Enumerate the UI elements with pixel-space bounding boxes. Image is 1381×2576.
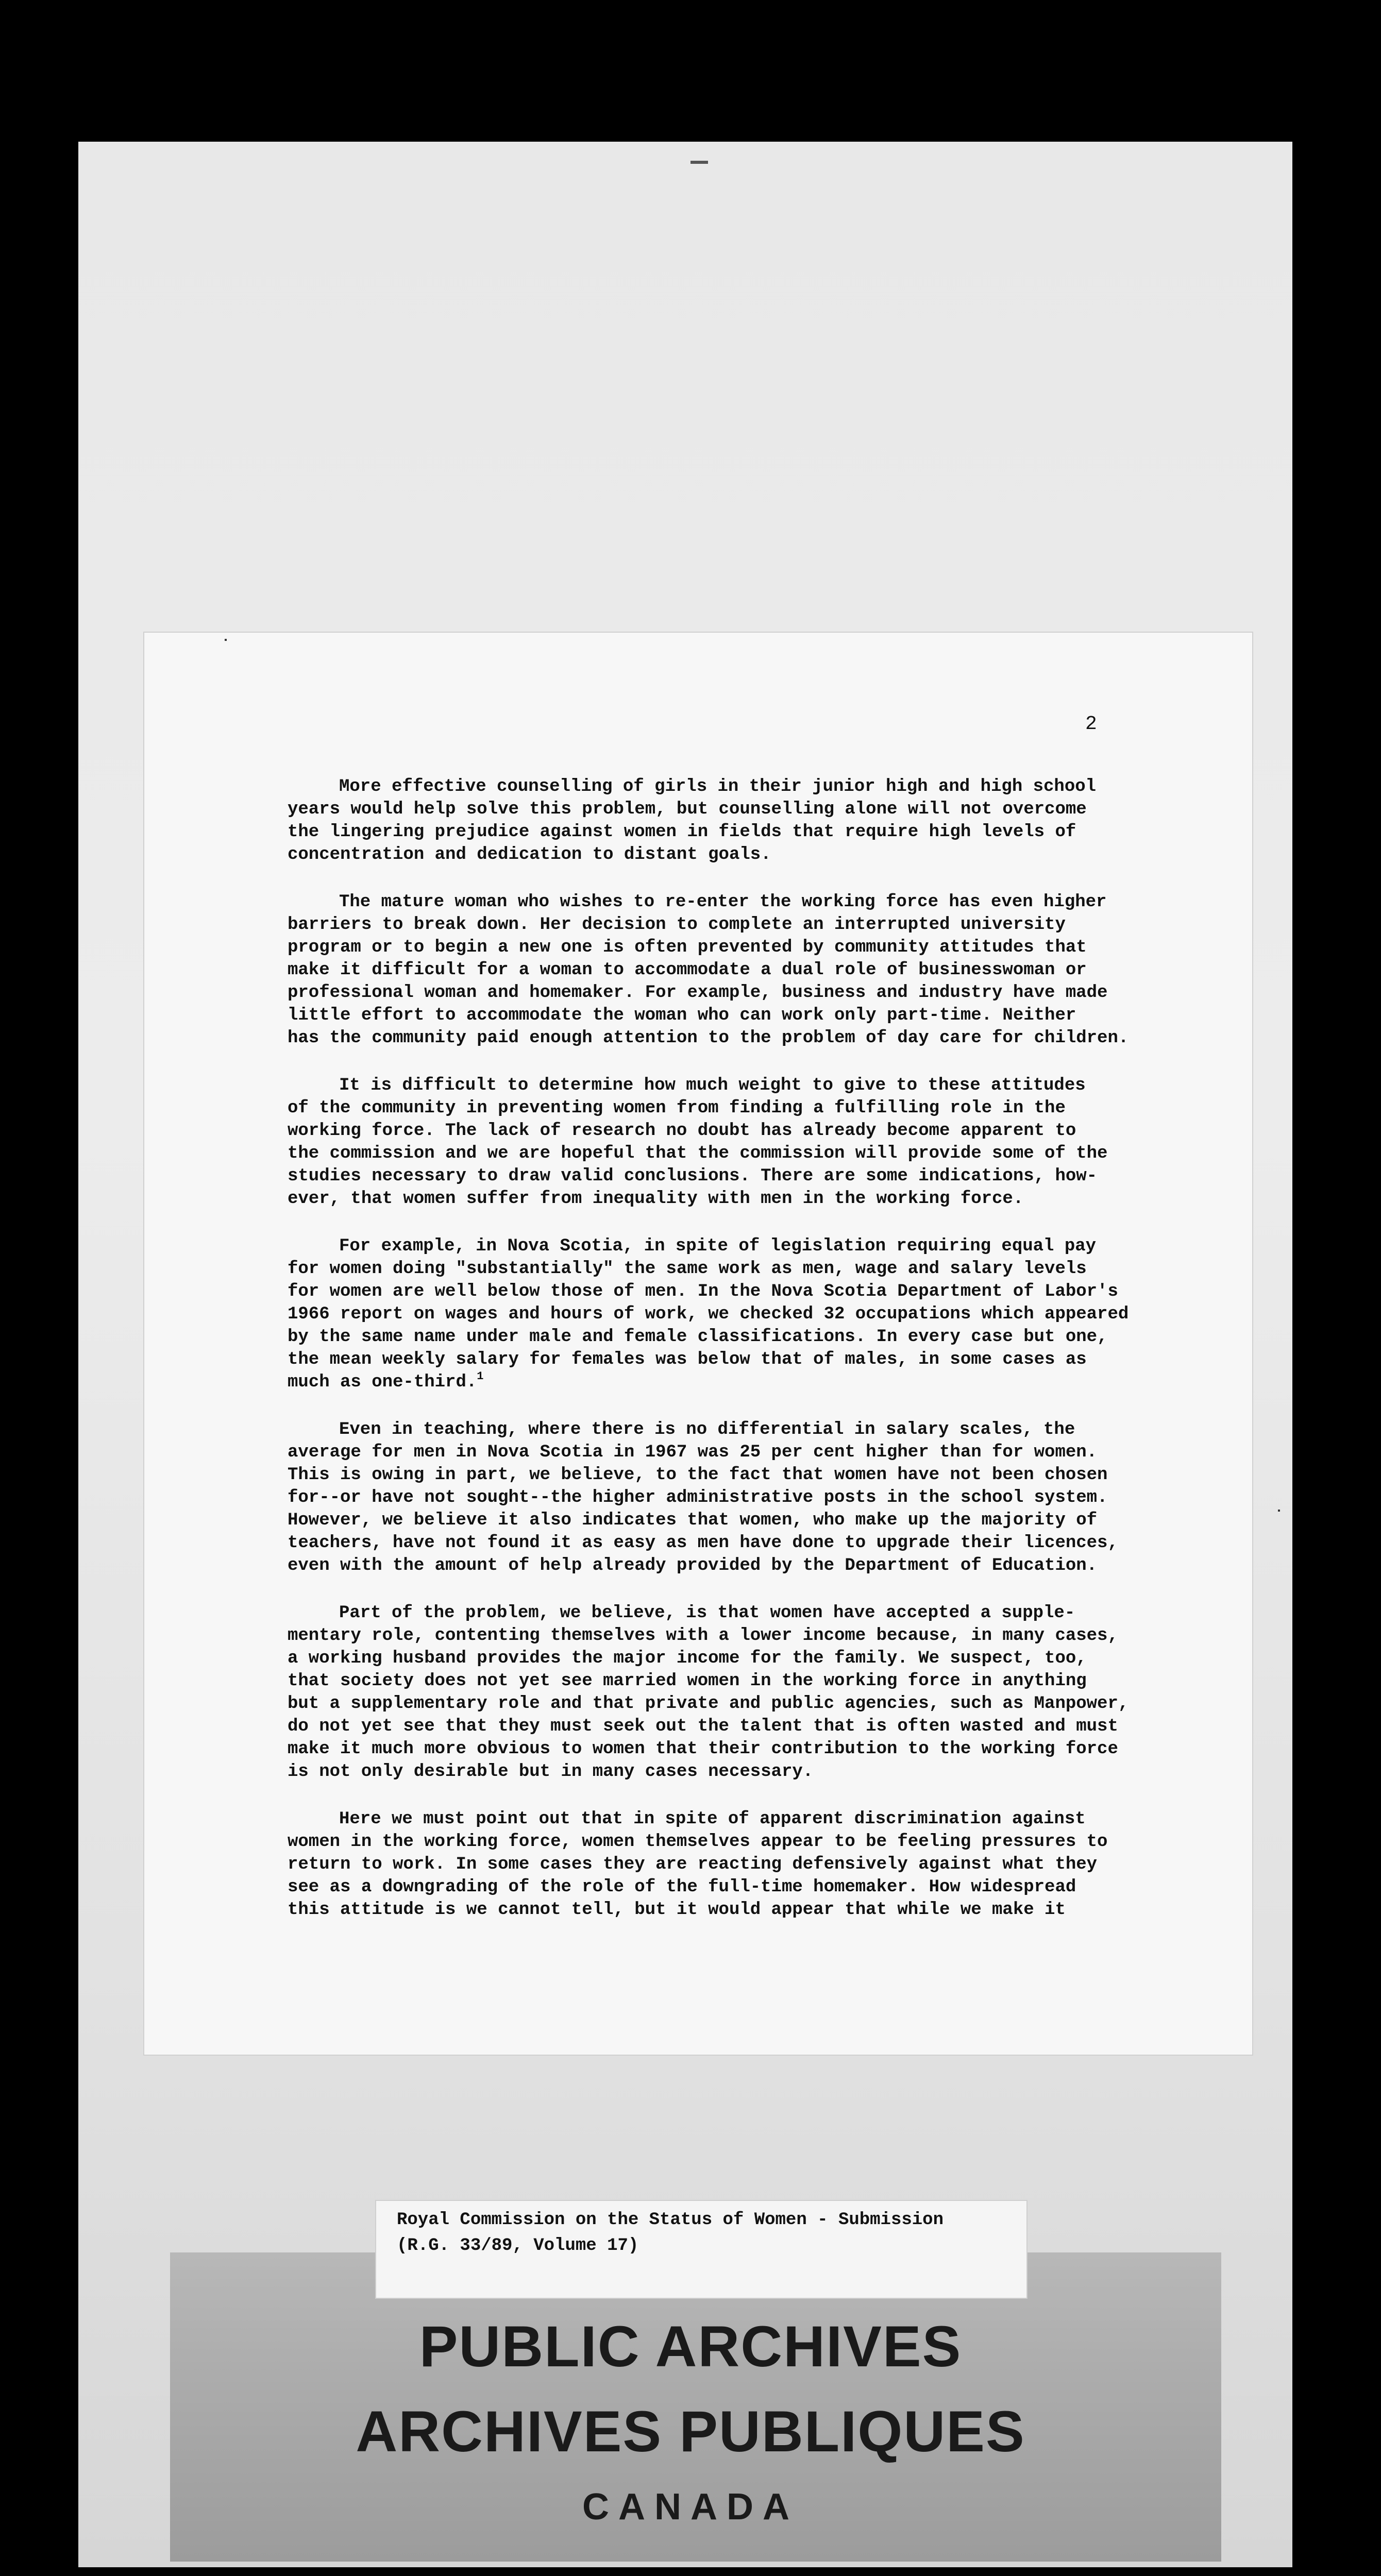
paragraph-6	[288, 1602, 1164, 1783]
stamp-line-archives-publiques: ARCHIVES PUBLIQUES	[356, 2399, 1025, 2464]
footnote-marker: 1	[477, 1370, 484, 1383]
stamp-line-canada: CANADA	[582, 2486, 799, 2528]
paragraph-4-text: For example, in Nova Scotia, in spite of legislation requiring equal pay for women doing "substantially" the same work as men, wage and salary levels for women are well below those of men. In the Nova Scotia Department of Labor's 1966 report on wages and hours of work, we checked 32 occupations which appeared by the same name under male and female classifications. In every case but one, the mean weekly salary for females was below that of males, in some cases as much as one-third.	[288, 1236, 1129, 1392]
label-slip-line-2: (R.G. 33/89, Volume 17)	[397, 2236, 639, 2256]
paragraph-6-text: Part of the problem, we believe, is that women have accepted a supple- mentary role, contenting themselves with a lower income because, in many cases, a working husband provides the major income for the family. We suspect, too, that society does not yet see married women in the working force in anything but a supplementary role and that private and public agencies, such as Manpower, do not yet see that they must seek out the talent that is often wasted and must make it much more obvious to women that their contribution to the working force is not only desirable but in many cases necessary.	[288, 1603, 1129, 1782]
stamp-line-public-archives: PUBLIC ARCHIVES	[419, 2314, 962, 2379]
paragraph-3-text: It is difficult to determine how much weight to give to these attitudes of the community in preventing women from finding a fulfilling role in the working force. The lack of research no doubt has already become apparent to the commission and we are hopeful that the commission will provide some of the studies necessary to draw valid conclusions. There are some indications, how- ever, that women suffer from inequality with men in the working force.	[288, 1076, 1108, 1209]
paragraph-1-text: More effective counselling of girls in their junior high and high school years would help solve this problem, but counselling alone will not overcome the lingering prejudice against women in fields that require high levels of concentration and dedication to distant goals.	[288, 777, 1097, 865]
paragraph-2	[288, 891, 1164, 1049]
document-body	[288, 775, 1164, 1946]
paragraph-3	[288, 1074, 1164, 1210]
paragraph-7	[288, 1808, 1164, 1921]
page-number: 2	[1085, 713, 1097, 735]
paragraph-2-text: The mature woman who wishes to re-enter the working force has even higher barriers to break down. Her decision to complete an interrupted university program or to begin a new one is often prevented by community attitudes that make it difficult for a woman to accommodate a dual role of businesswoman or professional woman and homemaker. For example, business and industry have made little effort to accommodate the woman who can work only part-time. Neither has the community paid enough attention to the problem of day care for children.	[288, 892, 1129, 1048]
paragraph-5	[288, 1418, 1164, 1577]
backing-mark	[690, 161, 708, 164]
speck-mark	[225, 639, 227, 641]
label-slip-line-1: Royal Commission on the Status of Women - Submission	[397, 2210, 944, 2230]
paragraph-7-text: Here we must point out that in spite of apparent discrimination against women in the working force, women themselves appear to be feeling pressures to return to work. In some cases they are reacting defensively against what they see as a downgrading of the role of the full-time homemaker. How widespread this attitude is we cannot tell, but it would appear that while we make it	[288, 1809, 1108, 1920]
paragraph-1	[288, 775, 1164, 866]
paragraph-4	[288, 1235, 1164, 1394]
speck-mark	[1278, 1510, 1280, 1512]
paragraph-5-text: Even in teaching, where there is no differential in salary scales, the average for men in Nova Scotia in 1967 was 25 per cent higher than for women. This is owing in part, we believe, to the fact that women have not been chosen for--or have not sought--the higher administrative posts in the school system. However, we believe it also indicates that women, who make up the majority of teachers, have not found it as easy as men have done to upgrade their licences, even with the amount of help already provided by the Department of Education.	[288, 1420, 1118, 1575]
